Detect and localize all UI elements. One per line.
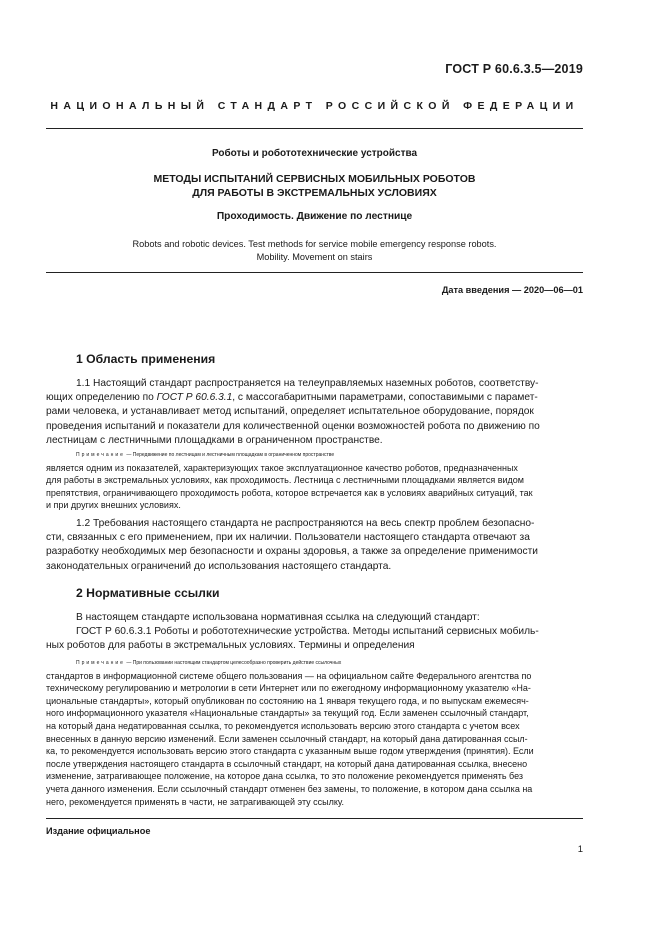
standard-subtitle: Проходимость. Движение по лестнице xyxy=(216,211,413,222)
note-line: техническому регулированию и метрологии в сети Интернет или по ежегодному информационному указателю «На- xyxy=(46,683,531,694)
paragraph-line: В настоящем стандарте использована нормативная ссылка на следующий стандарт: xyxy=(76,612,480,623)
text-span: — Передвижение по лестницам и лестничным площадкам в ограниченном пространстве xyxy=(124,452,335,458)
note-line: препятствия, ограничивающего проходимость робота, которое встречается как в условиях аварийных ситуаций, так xyxy=(46,487,533,498)
paragraph-line: 1.2 Требования настоящего стандарта не распространяются на весь спектр проблем безопасно- xyxy=(76,518,535,529)
standard-title xyxy=(46,172,583,200)
note-line: на который дана недатированная ссылка, то рекомендуется использовать версию этого стандарта с учетом всех xyxy=(46,720,520,731)
paragraph-line: ных роботов для работы в экстремальных условиях. Термины и определения xyxy=(46,640,415,652)
standard-reference: ГОСТ Р 60.6.3.1 xyxy=(156,392,233,404)
paragraph-line: проведения испытаний и показатели для количественной оценки возможностей робота по движению по xyxy=(46,420,540,432)
paragraph-line: разработку необходимых мер безопасности и охраны здоровья, а также за определение применимости xyxy=(46,546,538,558)
paragraph-2-1 xyxy=(46,611,583,654)
english-title-line-1: Robots and robotic devices. Test methods for service mobile emergency response robots. xyxy=(132,239,497,249)
paragraph-line: лестницам с лестничными площадками в ограниченном пространстве. xyxy=(46,434,383,446)
note-line xyxy=(46,449,583,462)
note-2 xyxy=(46,657,583,808)
text-span: ющих определению по xyxy=(46,392,157,404)
title-divider xyxy=(46,272,583,273)
note-line: после утверждения настоящего стандарта в ссылочный стандарт, на который дана датированная ссылка, внесено xyxy=(46,758,528,769)
national-standard-banner: НАЦИОНАЛЬНЫЙ СТАНДАРТ РОССИЙСКОЙ ФЕДЕРАЦИИ xyxy=(50,100,579,112)
note-line xyxy=(46,657,583,670)
note-line: для работы в экстремальных условиях, как проходимость. Лестница с лестничными площадками является видом xyxy=(46,475,524,486)
english-title-line-2: Mobility. Movement on stairs xyxy=(256,252,373,262)
introduction-date: Дата введения — 2020—06—01 xyxy=(441,285,583,295)
note-line: ного информационного указателя «Национальные стандарты» за текущий год. Если заменен ссылочный стандарт, xyxy=(46,708,529,719)
paragraph-line: рами человека, и устанавливает метод испытаний, определяет испытательное оборудование, порядок xyxy=(46,406,534,418)
english-title xyxy=(46,238,583,264)
note-label: Примечание xyxy=(76,660,125,666)
standard-subject: Роботы и робототехнические устройства xyxy=(211,148,418,159)
paragraph-line: ГОСТ Р 60.6.3.1 Роботы и робототехнические устройства. Методы испытаний сервисных мобиль- xyxy=(76,626,539,638)
note-line: внесенных в данную версию изменений. Если заменен ссылочный стандарт, на который дана датированная ссыл- xyxy=(46,733,528,744)
paragraph-1-2 xyxy=(46,517,583,574)
note-line: ка, то рекомендуется использовать версию этого стандарта с указанным выше годом утверждения (принятия). Если xyxy=(46,746,534,757)
text-span: , с массогабаритными параметрами, сопоставимыми с парамет- xyxy=(232,392,538,404)
standard-title-line-1: МЕТОДЫ ИСПЫТАНИЙ СЕРВИСНЫХ МОБИЛЬНЫХ РОБОТОВ xyxy=(153,173,476,185)
official-edition-label: Издание официальное xyxy=(46,826,151,836)
note-label: Примечание xyxy=(76,452,125,458)
footer-divider xyxy=(46,818,583,819)
note-line: изменение, затрагивающее положение, на которое дана ссылка, то это положение рекомендуется применять без xyxy=(46,771,524,782)
note-1 xyxy=(46,449,583,512)
paragraph-1-1 xyxy=(46,377,583,448)
header-divider xyxy=(46,128,583,129)
section-1-heading: 1 Область применения xyxy=(76,352,216,366)
paragraph-line: законодательных ограничений до использования настоящего стандарта. xyxy=(46,560,392,572)
paragraph-line: 1.1 Настоящий стандарт распространяется на телеуправляемых наземных роботов, соответству- xyxy=(76,378,539,389)
page-number: 1 xyxy=(577,844,583,855)
gost-number: ГОСТ Р 60.6.3.5—2019 xyxy=(445,62,583,76)
section-2-heading: 2 Нормативные ссылки xyxy=(76,586,220,600)
note-line: и при других внешних условиях. xyxy=(46,500,181,511)
note-line: циональные стандарты», который опубликован по состоянию на 1 января текущего года, и по выпускам ежемесяч- xyxy=(46,695,529,706)
standard-title-line-2: ДЛЯ РАБОТЫ В ЭКСТРЕМАЛЬНЫХ УСЛОВИЯХ xyxy=(192,187,437,199)
note-line: стандартов в информационной системе общего пользования — на официальном сайте Федерального агентства по xyxy=(46,670,532,681)
paragraph-line xyxy=(46,391,583,405)
note-line: учета данного изменения. Если ссылочный стандарт отменен без замены, то положение, в котором дана ссылка на xyxy=(46,783,533,794)
paragraph-line: сти, связанных с его применением, при их наличии. Пользователи настоящего стандарта отвечают за xyxy=(46,532,530,544)
note-line: него, рекомендуется применять в части, не затрагивающей эту ссылку. xyxy=(46,796,345,807)
note-line: является одним из показателей, характеризующих такое эксплуатационное качество роботов, предназначенных xyxy=(46,462,518,473)
text-span: — При пользовании настоящим стандартом целесообразно проверить действие ссылочных xyxy=(124,660,342,666)
